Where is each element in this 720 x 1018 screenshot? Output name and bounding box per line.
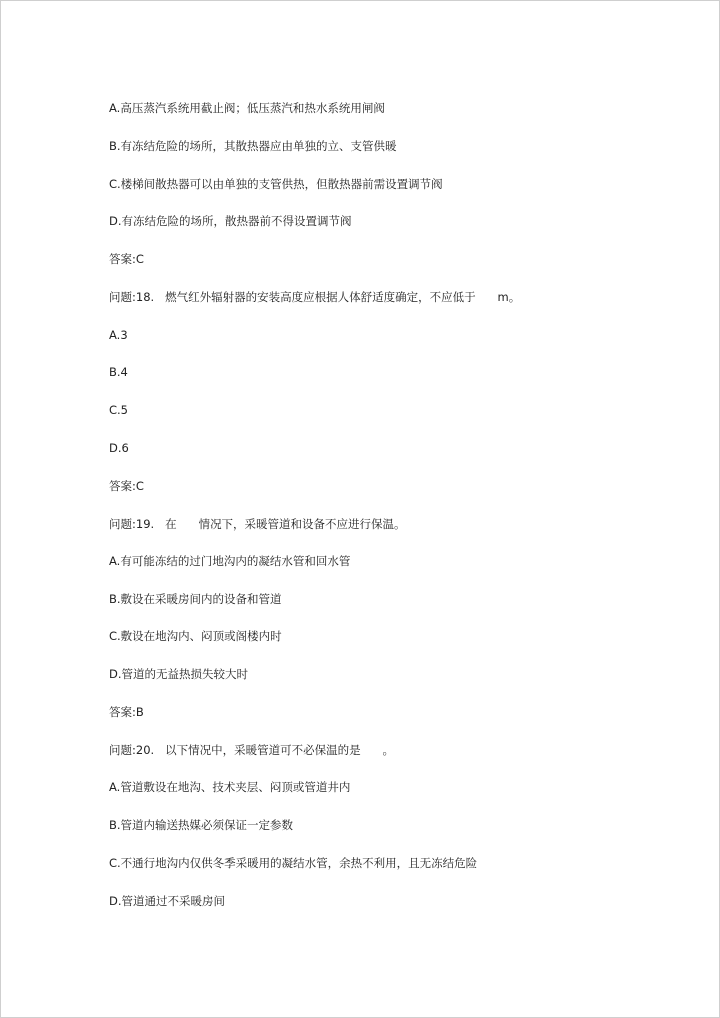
q19-question: 问题:19. 在 情况下，采暖管道和设备不应进行保温。 — [109, 517, 406, 531]
q20-question: 问题:20. 以下情况中，采暖管道可不必保温的是 。 — [109, 743, 395, 757]
q20-option-a: A.管道敷设在地沟、技术夹层、闷顶或管道井内 — [109, 780, 351, 794]
q18-question: 问题:18. 燃气红外辐射器的安装高度应根据人体舒适度确定，不应低于 m。 — [109, 290, 521, 304]
q17-option-d: D.有冻结危险的场所，散热器前不得设置调节阀 — [109, 214, 352, 228]
q17-option-a: A.高压蒸汽系统用截止阀；低压蒸汽和热水系统用闸阀 — [109, 101, 385, 115]
q18-option-c: C.5 — [109, 403, 129, 417]
q19-option-a: A.有可能冻结的过门地沟内的凝结水管和回水管 — [109, 554, 351, 568]
q20-option-b: B.管道内输送热媒必须保证一定参数 — [109, 818, 294, 832]
q20-option-c: C.不通行地沟内仅供冬季采暖用的凝结水管，余热不利用，且无冻结危险 — [109, 856, 478, 870]
q18-answer: 答案:C — [109, 479, 144, 493]
q18-option-a: A.3 — [109, 328, 128, 342]
q19-answer: 答案:B — [109, 705, 144, 719]
q17-option-b: B.有冻结危险的场所，其散热器应由单独的立、支管供暖 — [109, 139, 397, 153]
q19-option-c: C.敷设在地沟内、闷顶或阁楼内时 — [109, 629, 282, 643]
q17-answer: 答案:C — [109, 252, 144, 266]
q19-option-d: D.管道的无益热损失较大时 — [109, 667, 249, 681]
q18-option-d: D.6 — [109, 441, 129, 455]
q17-option-c: C.楼梯间散热器可以由单独的支管供热，但散热器前需设置调节阀 — [109, 177, 443, 191]
q19-option-b: B.敷设在采暖房间内的设备和管道 — [109, 592, 282, 606]
q20-option-d: D.管道通过不采暖房间 — [109, 894, 226, 908]
q18-option-b: B.4 — [109, 365, 128, 379]
